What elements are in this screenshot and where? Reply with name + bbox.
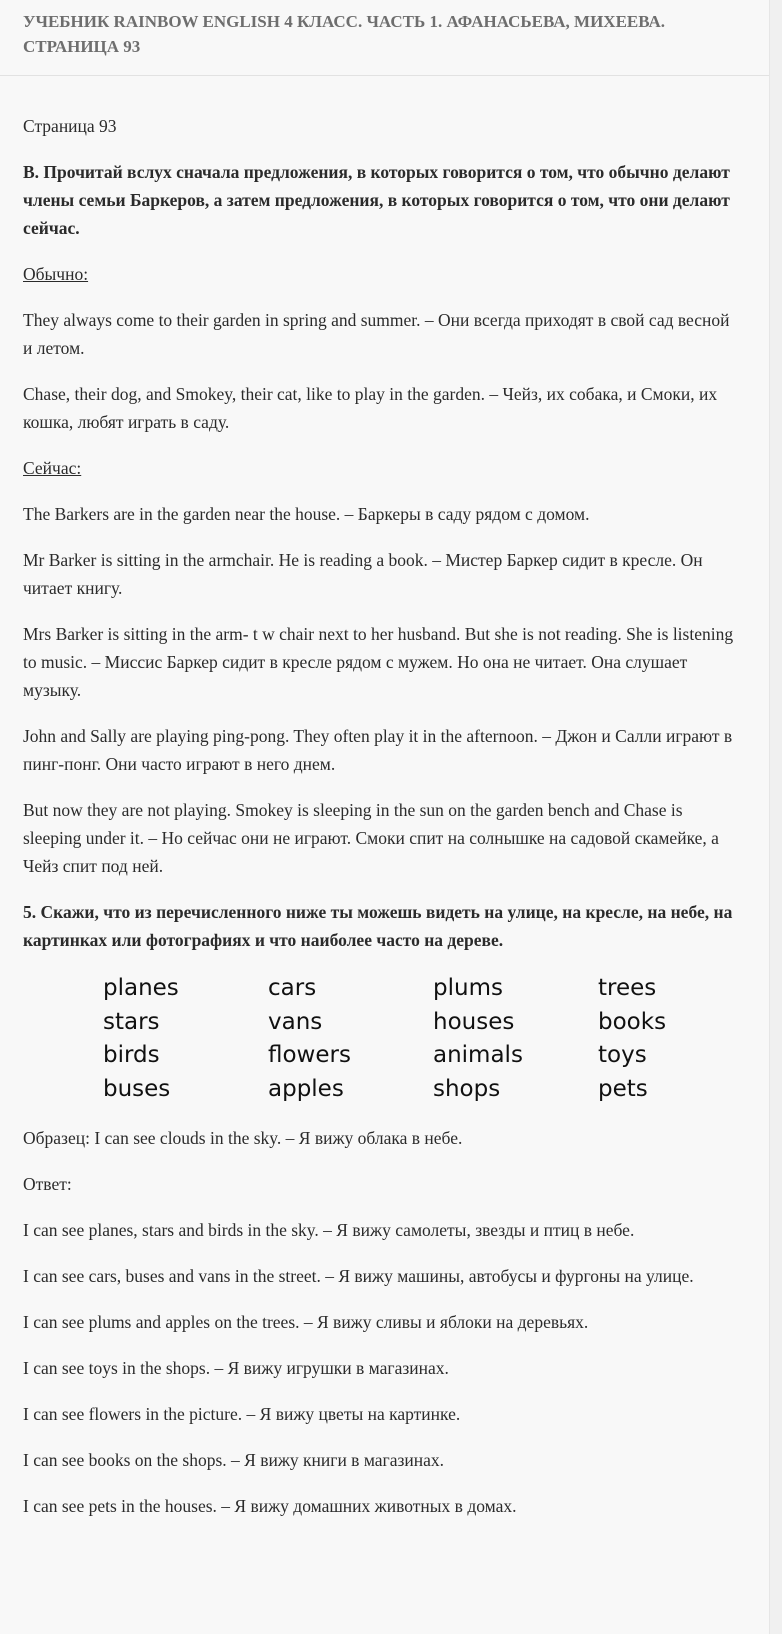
paragraph: But now they are not playing. Smokey is sleeping in the sun on the garden bench and Chase is sleeping under it. – Но сейчас они не играют. Смоки спит на солнышке на садовой скамейке, а Чейз спит под ней. (23, 800, 719, 876)
usually-heading: Обычно: (23, 264, 89, 284)
word: toys (598, 1042, 647, 1068)
task-b-heading: B. Прочитай вслух сначала предложения, в которых говорится о том, что обычно делают члены семьи Баркеров, а затем предложения, в которых говорится о том, что они делают сейчас. (23, 162, 730, 238)
page-number-label: Страница 93 (23, 116, 117, 136)
word-grid (103, 972, 743, 1106)
paragraph: The Barkers are in the garden near the house. – Баркеры в саду рядом с домом. (23, 504, 590, 524)
example-line: Образец: I can see clouds in the sky. – Я вижу облака в небе. (23, 1128, 463, 1148)
word: plums (433, 975, 503, 1001)
word: flowers (268, 1042, 351, 1068)
paragraph: Chase, their dog, and Smokey, their cat, like to play in the garden. – Чейз, их собака, и Смоки, их кошка, любят играть в саду. (23, 384, 718, 432)
answer-line: I can see cars, buses and vans in the street. – Я вижу машины, автобусы и фургоны на улице. (23, 1266, 694, 1286)
word: cars (268, 975, 317, 1001)
word: buses (103, 1075, 171, 1102)
word: stars (103, 1008, 160, 1035)
page-header (0, 0, 770, 76)
word: trees (598, 975, 657, 1001)
word: animals (433, 1042, 523, 1068)
word: apples (268, 1075, 344, 1102)
answer-label: Ответ: (23, 1174, 72, 1194)
now-heading: Сейчас: (23, 458, 82, 478)
article-content (23, 112, 743, 1538)
paragraph: Mr Barker is sitting in the armchair. He is reading a book. – Мистер Баркер сидит в кресле. Он читает книгу. (23, 550, 703, 598)
answer-line: I can see books on the shops. – Я вижу книги в магазинах. (23, 1450, 445, 1470)
word: birds (103, 1042, 160, 1068)
page-title: УЧЕБНИК RAINBOW ENGLISH 4 КЛАСС. ЧАСТЬ 1. АФАНАСЬЕВА, МИХЕЕВА. СТРАНИЦА 93 (23, 12, 666, 56)
answer-line: I can see plums and apples on the trees. – Я вижу сливы и яблоки на деревьях. (23, 1312, 589, 1332)
answer-line: I can see toys in the shops. – Я вижу игрушки в магазинах. (23, 1358, 449, 1378)
paragraph: Mrs Barker is sitting in the arm- t w chair next to her husband. But she is not reading. She is listening to music. – Миссис Баркер сидит в кресле рядом с мужем. Но она не читает. Она слушает музыку. (23, 624, 734, 700)
word: houses (433, 1008, 515, 1035)
word: pets (598, 1075, 648, 1102)
scrollbar[interactable] (769, 0, 782, 1634)
word: shops (433, 1075, 501, 1102)
answer-line: I can see planes, stars and birds in the sky. – Я вижу самолеты, звезды и птиц в небе. (23, 1220, 635, 1240)
word: planes (103, 975, 179, 1001)
paragraph: They always come to their garden in spring and summer. – Они всегда приходят в свой сад весной и летом. (23, 310, 730, 358)
task-5-heading: 5. Скажи, что из перечисленного ниже ты можешь видеть на улице, на кресле, на небе, на картинках или фотографиях и что наиболее часто на дереве. (23, 902, 733, 950)
answer-line: I can see flowers in the picture. – Я вижу цветы на картинке. (23, 1404, 461, 1424)
word: vans (268, 1008, 323, 1035)
paragraph: John and Sally are playing ping-pong. They often play it in the afternoon. – Джон и Салли играют в пинг-понг. Они часто играют в него днем. (23, 726, 733, 774)
answer-line: I can see pets in the houses. – Я вижу домашних животных в домах. (23, 1496, 517, 1516)
word: books (598, 1008, 667, 1035)
